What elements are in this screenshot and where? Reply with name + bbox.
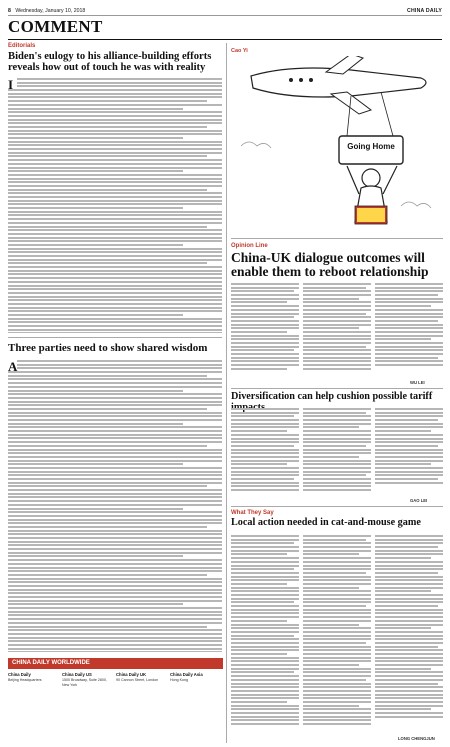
opinion-headline: China-UK dialogue outcomes will enable them to reboot relationship xyxy=(231,250,429,280)
opinion-divider-top xyxy=(231,238,443,239)
column-divider xyxy=(226,43,227,743)
what-they-say-col-2 xyxy=(303,535,371,740)
footer-col-title: China Daily US xyxy=(62,672,92,677)
footer-col-2 xyxy=(62,672,112,687)
opinion-divider-mid xyxy=(231,388,443,389)
cartoon-sign-text: Going Home xyxy=(347,142,395,151)
what-they-say-kicker: What They Say xyxy=(231,510,274,516)
footer-col-title: China Daily UK xyxy=(116,672,147,677)
what-they-say-col-3 xyxy=(375,535,443,733)
page-date: Wednesday, January 10, 2018 xyxy=(15,7,86,14)
editorial-headline-1: Biden's eulogy to his alliance-building efforts reveals how out of touch he was with reality xyxy=(8,51,212,74)
opinion-body-col-1 xyxy=(231,283,299,383)
editorial-headline-2: Three parties need to show shared wisdom xyxy=(8,342,208,354)
masthead-brand: CHINA DAILY xyxy=(407,7,442,14)
subhead-body-col-2 xyxy=(303,408,371,503)
footer-col-text: Beijing Headquarters xyxy=(8,677,42,682)
what-they-say-col-1 xyxy=(231,535,299,740)
opinion-byline-1: WU LEI xyxy=(410,380,425,385)
footer-col-1 xyxy=(8,672,58,683)
footer-col-title: China Daily Asia xyxy=(170,672,203,677)
what-they-say-byline: LONG CHENGJUN xyxy=(398,736,435,741)
dropcap: I xyxy=(8,78,14,92)
editorials-kicker: Editorials xyxy=(8,43,36,49)
subhead-body-col-3 xyxy=(375,408,443,496)
footer-col-3 xyxy=(116,672,166,683)
cartoon-illustration xyxy=(231,56,443,234)
opinion-kicker: Opinion Line xyxy=(231,243,268,249)
opinion-body-col-2 xyxy=(303,283,371,383)
opinion-byline-2: GAO LEI xyxy=(410,498,428,503)
footer-col-4 xyxy=(170,672,222,683)
cartoon-credit: Cao Yi xyxy=(231,48,248,54)
footer-bar: CHINA DAILY WORLDWIDE xyxy=(8,658,223,669)
footer-col-text: 1500 Broadway, Suite 2800, New York xyxy=(62,677,107,687)
editorial-body-2 xyxy=(8,360,222,652)
footer-col-text: Hong Kong xyxy=(170,677,188,682)
opinion-divider-bottom xyxy=(231,506,443,507)
section-divider xyxy=(8,39,442,40)
editorial-divider xyxy=(8,337,222,338)
editorial-body-1 xyxy=(8,78,222,333)
footer-col-title: China Daily xyxy=(8,672,31,677)
what-they-say-headline: Local action needed in cat-and-mouse game xyxy=(231,517,421,528)
page-date-wrapper xyxy=(8,8,85,14)
footer-col-text: 90 Cannon Street, London xyxy=(116,677,159,682)
opinion-subhead: Diversification can help cushion possible tariff xyxy=(231,391,433,402)
page-header xyxy=(8,6,442,16)
editorial-cartoon xyxy=(231,56,443,234)
section-title: COMMENT xyxy=(8,17,103,36)
page-number: 8 xyxy=(8,7,11,14)
dropcap: A xyxy=(8,360,18,374)
opinion-body-col-3 xyxy=(375,283,443,378)
subhead-body-col-1 xyxy=(231,408,299,503)
